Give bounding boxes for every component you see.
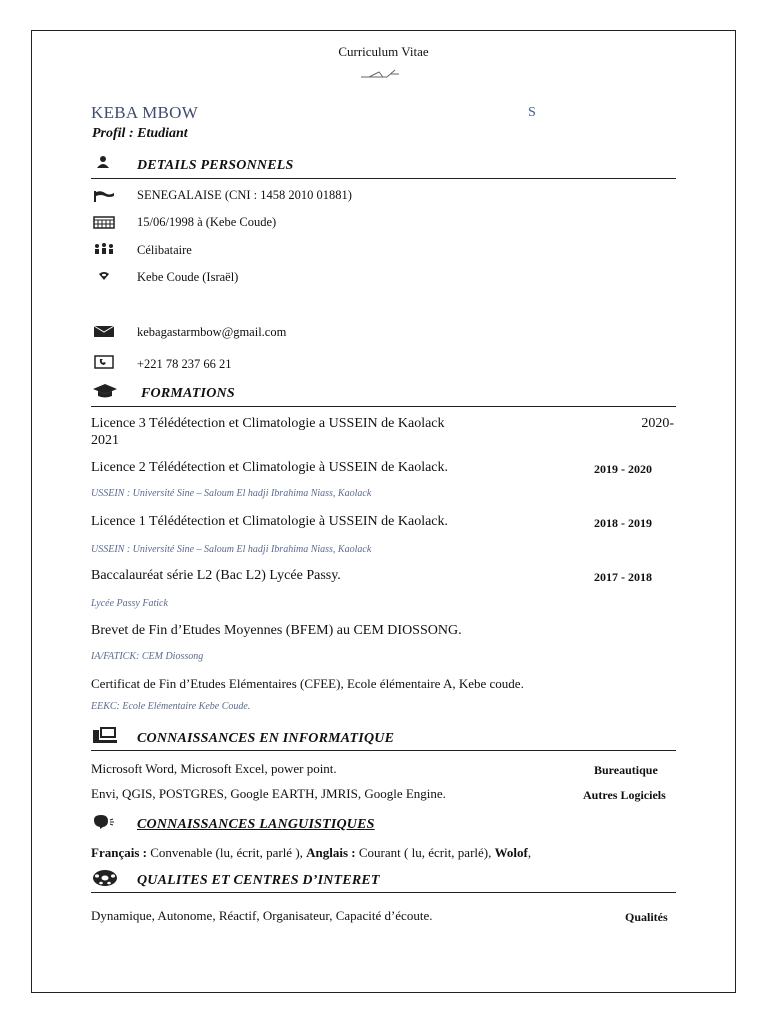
graduation-cap-icon [92,383,118,399]
lang-english-level: Courant ( lu, écrit, parlé), [355,845,495,860]
birth-text: 15/06/1998 à (Kebe Coude) [137,215,277,229]
formation-title: Certificat de Fin d’Etudes Elémentaires (CFEE), Ecole élémentaire A, Kebe coude. [91,676,524,691]
phone-icon [93,355,115,369]
section-title-langues: CONNAISSANCES LANGUISTIQUES [137,817,375,832]
profile-line: Profil : Etudiant [92,126,188,141]
formation-year: 2018 - 2019 [594,516,652,530]
skill-row-text: Envi, QGIS, POSTGRES, Google EARTH, JMRIS, Google Engine. [91,786,446,801]
formation-school: IA/FATICK: CEM Diossong [91,651,204,662]
formation-year: 2019 - 2020 [594,462,652,476]
languages-line [91,845,531,861]
cv-page [31,30,736,993]
computer-icon [92,726,118,744]
location-icon [93,270,115,284]
marital-status-text: Célibataire [137,243,192,257]
formation-year: 2020- [641,416,674,431]
lang-french-level: Convenable (lu, écrit, parlé ), [146,845,307,860]
flag-icon [93,189,115,203]
section-title-formations: FORMATIONS [141,386,235,401]
skill-row-label: Bureautique [594,763,658,777]
calendar-icon [93,215,115,229]
email-text: kebagastarmbow@gmail.com [137,325,287,339]
formation-school: USSEIN : Université Sine – Saloum El hadji Ibrahima Niass, Kaolack [91,544,372,555]
qualities-label: Qualités [625,910,668,924]
signature-logo-icon [357,66,403,81]
formation-year: 2017 - 2018 [594,570,652,584]
nationality-text: SENEGALAISE (CNI : 1458 2010 01881) [137,188,352,202]
section-title-qualites: QUALITES ET CENTRES D’INTERET [137,873,380,888]
formation-school: USSEIN : Université Sine – Saloum El hadji Ibrahima Niass, Kaolack [91,488,372,499]
lang-wolof-tail: , [527,845,532,860]
formation-title: Licence 2 Télédétection et Climatologie à USSEIN de Kaolack. [91,460,449,475]
section-divider [91,750,676,751]
address-text: Kebe Coude (Israël) [137,270,239,284]
section-divider [91,178,676,179]
speech-icon [92,814,116,830]
formation-title: Licence 1 Télédétection et Climatologie à USSEIN de Kaolack. [91,514,449,529]
section-divider [91,892,676,893]
header-letter: S [528,105,536,120]
phone-text: +221 78 237 66 21 [137,357,232,371]
lang-french-label: Français : [91,845,147,860]
lang-english-label: Anglais : [306,845,356,860]
family-icon [93,242,115,256]
formation-title: Baccalauréat série L2 (Bac L2) Lycée Passy. [91,568,341,583]
section-title-personal: DETAILS PERSONNELS [137,158,294,173]
formation-title: Licence 3 Télédétection et Climatologie a USSEIN de Kaolack [91,416,445,431]
section-divider [91,406,676,407]
formation-school: Lycée Passy Fatick [91,598,168,609]
section-title-informatique: CONNAISSANCES EN INFORMATIQUE [137,731,395,746]
mail-icon [93,324,115,338]
skill-row-text: Microsoft Word, Microsoft Excel, power point. [91,761,337,776]
formation-title: Brevet de Fin d’Etudes Moyennes (BFEM) au CEM DIOSSONG. [91,623,462,638]
candidate-name: KEBA MBOW [91,103,199,122]
formation-title-cont: 2021 [91,433,119,448]
qualities-text: Dynamique, Autonome, Réactif, Organisateur, Capacité d’écoute. [91,908,433,923]
skill-row-label: Autres Logiciels [583,788,666,802]
lang-wolof-label: Wolof [494,845,528,860]
formation-school: EEKC: Ecole Elémentaire Kebe Coude. [91,701,251,712]
document-title: Curriculum Vitae [338,44,429,59]
person-icon [96,155,110,169]
soccer-ball-icon [92,869,118,887]
